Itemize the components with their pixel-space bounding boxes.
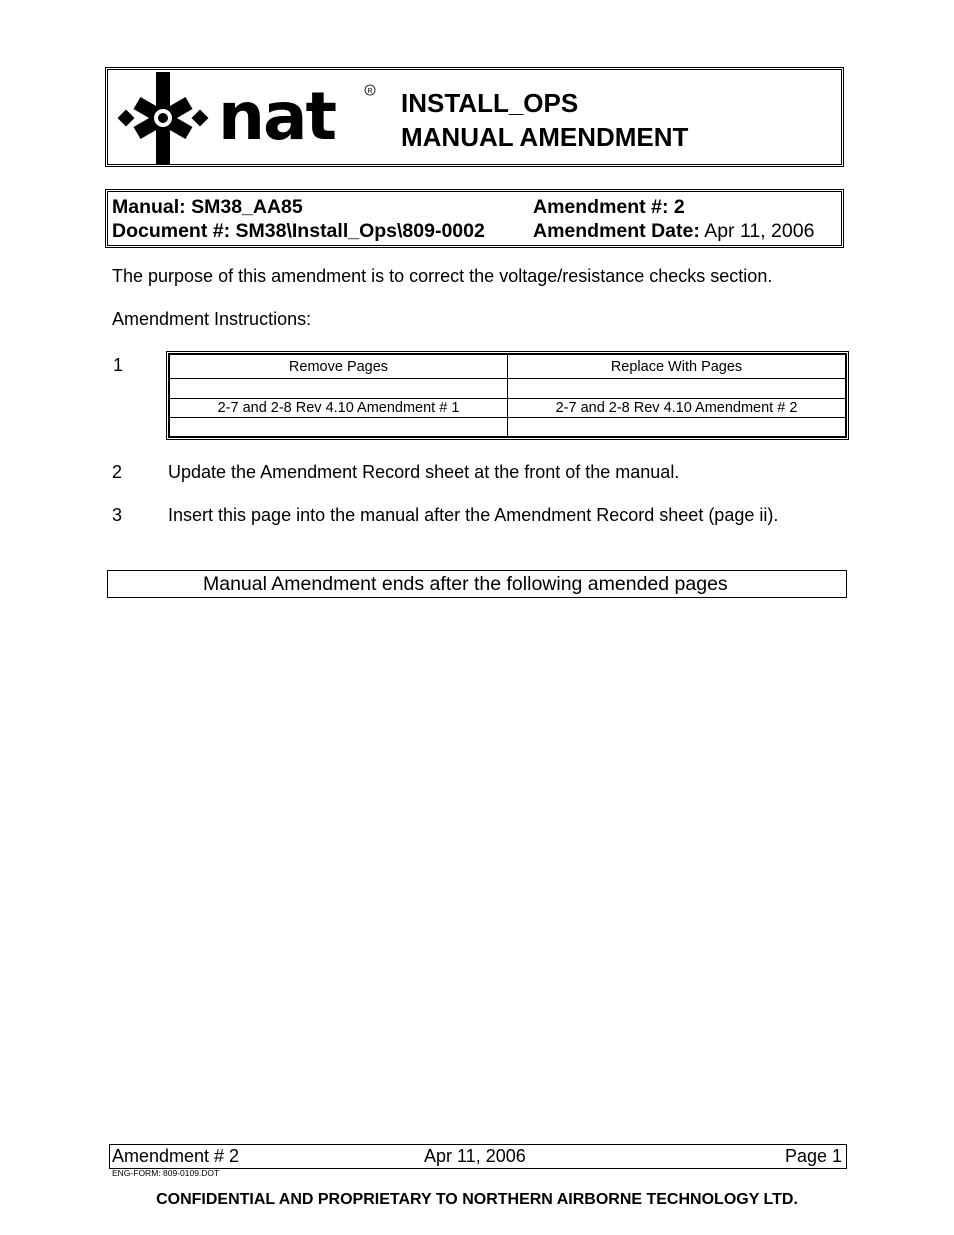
document-field bbox=[112, 219, 485, 243]
amendment-date-value: Apr 11, 2006 bbox=[704, 220, 815, 242]
document-label: Document #: bbox=[112, 220, 231, 242]
step-text: Update the Amendment Record sheet at the front of the manual. bbox=[168, 462, 680, 482]
table-row bbox=[170, 398, 846, 417]
step-number: 1 bbox=[113, 355, 124, 375]
footer-date: Apr 11, 2006 bbox=[424, 1146, 526, 1166]
table-cell bbox=[170, 417, 508, 436]
amendment-date-label: Amendment Date: bbox=[533, 220, 700, 242]
title-line-1: INSTALL_OPS bbox=[401, 88, 579, 118]
page-title bbox=[401, 86, 688, 154]
manual-label: Manual: bbox=[112, 196, 186, 218]
footer-page-number: Page 1 bbox=[784, 1146, 842, 1166]
step-text: Insert this page into the manual after the Amendment Record sheet (page ii). bbox=[168, 505, 779, 525]
manual-info-box bbox=[105, 189, 844, 248]
table-cell: 2-7 and 2-8 Rev 4.10 Amendment # 2 bbox=[508, 398, 846, 417]
purpose-text: The purpose of this amendment is to correct the voltage/resistance checks section. bbox=[112, 266, 773, 286]
table-cell bbox=[170, 379, 508, 398]
manual-field bbox=[112, 195, 303, 219]
document-value: SM38\Install_Ops\809-0002 bbox=[235, 220, 485, 242]
table-header: Replace With Pages bbox=[508, 355, 846, 379]
amendment-ends-notice bbox=[107, 570, 847, 598]
step-number: 2 bbox=[112, 462, 123, 482]
table-header-row bbox=[170, 355, 846, 379]
registered-mark: R bbox=[367, 88, 373, 95]
amendment-number-value: 2 bbox=[673, 196, 685, 218]
confidential-notice: CONFIDENTIAL AND PROPRIETARY TO NORTHERN AIRBORNE TECHNOLOGY LTD. bbox=[156, 1191, 798, 1208]
instructions-heading: Amendment Instructions: bbox=[112, 309, 312, 329]
manual-value: SM38_AA85 bbox=[191, 196, 303, 218]
logo-wordmark: nat bbox=[218, 78, 336, 155]
step-number: 3 bbox=[112, 505, 123, 525]
table-row bbox=[170, 417, 846, 436]
footer-box bbox=[109, 1144, 847, 1169]
title-line-2: MANUAL AMENDMENT bbox=[401, 122, 689, 152]
ends-notice-text: Manual Amendment ends after the following amended pages bbox=[203, 573, 728, 595]
amendment-number-field bbox=[533, 195, 685, 219]
footer-amendment: Amendment # 2 bbox=[112, 1146, 240, 1166]
table-header: Remove Pages bbox=[170, 355, 508, 379]
table-cell: 2-7 and 2-8 Rev 4.10 Amendment # 1 bbox=[170, 398, 508, 417]
pages-table bbox=[166, 351, 849, 440]
header-box bbox=[105, 67, 844, 167]
table-cell bbox=[508, 379, 846, 398]
nat-logo bbox=[116, 72, 382, 164]
table-cell bbox=[508, 417, 846, 436]
amendment-number-label: Amendment #: bbox=[533, 196, 669, 218]
starburst-icon bbox=[118, 72, 209, 164]
amendment-date-field bbox=[533, 219, 814, 243]
table-row bbox=[170, 379, 846, 398]
form-id: ENG-FORM: 809-0109.DOT bbox=[112, 1168, 220, 1178]
